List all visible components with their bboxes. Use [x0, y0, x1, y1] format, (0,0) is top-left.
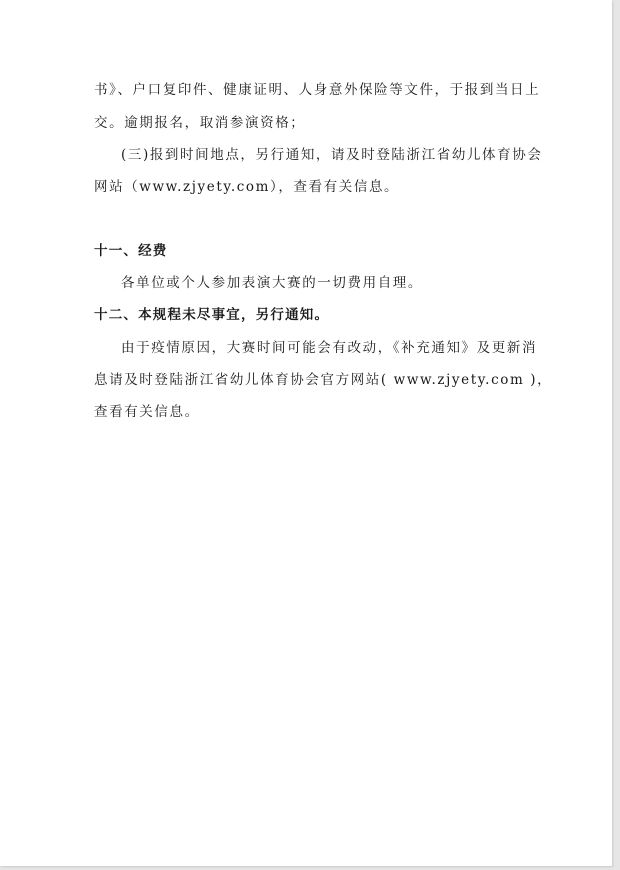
section-heading-other-matters: 十二、本规程未尽事宜，另行通知。 — [94, 307, 330, 323]
paragraph-line: 息请及时登陆浙江省幼儿体育协会官方网站( www.zjyety.com )， — [94, 372, 553, 388]
paragraph-line: 各单位或个人参加表演大赛的一切费用自理。 — [121, 275, 423, 291]
section-heading-expenses: 十一、经费 — [94, 243, 168, 259]
paragraph-line: 由于疫情原因，大赛时间可能会有改动，《补充通知》及更新消 — [121, 340, 538, 356]
paragraph-line: 查看有关信息。 — [94, 404, 200, 420]
paragraph-line: 书》、户口复印件、健康证明、人身意外保险等文件，于报到当日上 — [94, 82, 541, 98]
paragraph-line: (三)报到时间地点，另行通知，请及时登陆浙江省幼儿体育协会 — [121, 147, 543, 163]
paragraph-line: 网站（www.zjyety.com），查看有关信息。 — [94, 179, 400, 195]
paragraph-line: 交。逾期报名，取消参演资格； — [94, 115, 306, 131]
